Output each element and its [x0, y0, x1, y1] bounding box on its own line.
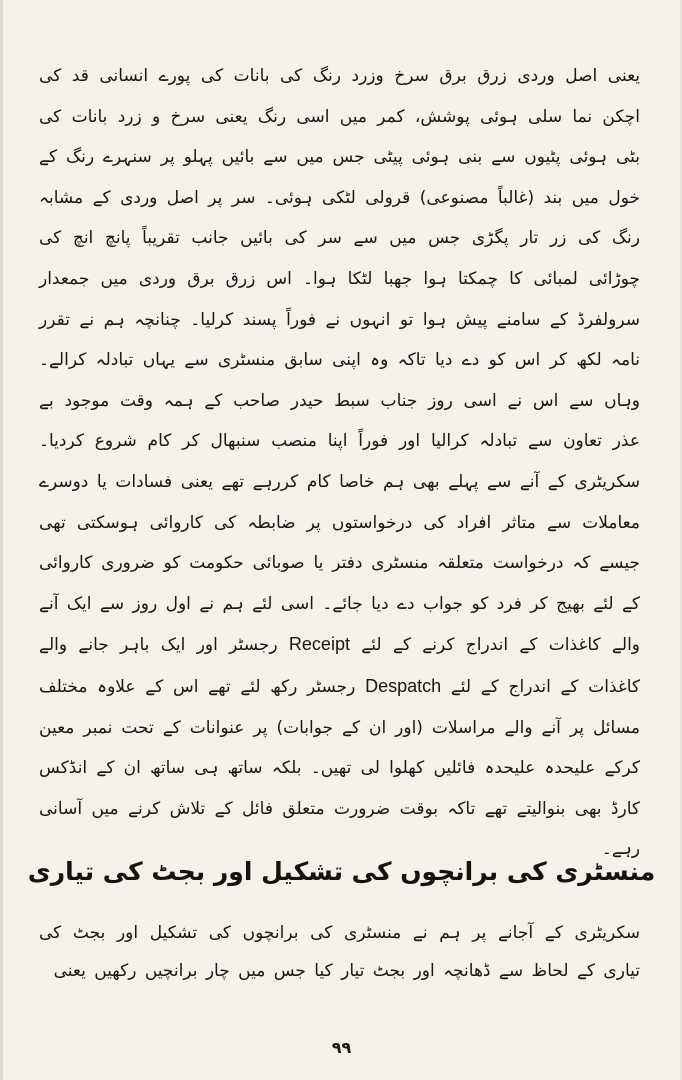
paragraph-1-text: یعنی اصل وردی زرق برق سرخ وزرد رنگ کی بانات کی پورے انسانی قد کی اچکن نما سلی ہوئی پوشش، کمر میں اسی رنگ یعنی سرخ و زرد بانات کی بٹی ہوئی پٹیوں سے بنی ہوئی پیٹی جس میں سے بائیں پہلو پر سنہرے رنگ کے خول میں بند (غالباً مصنوعی) قرولی لٹکی ہوئی۔ سر پر اصل وردی کے مشابہ رنگ کی زر تار پگڑی جس میں سے سر کی بائیں جانب تقریباً پانچ انچ کی چوڑائی لمبائی کا چمکتا ہوا جھبا لٹکا ہوا۔ اس زرق برق وردی میں جمعدار سرولفرڈ کے سامنے پیش ہوا تو انہوں نے فوراً پسند کرلیا۔ چنانچہ ہم نے تقرر نامہ لکھ کر اس کو دے دیا تاکہ وہ اپنی سابق منسٹری سے یہاں تبادلہ کرالے۔ وہاں سے اس نے اسی روز جناب سبط حیدر صاحب کے ہمہ وقت موجود بے عذر تعاون سے تبادلہ کرالیا اور فوراً اپنا منصب سنبھال کر کام شروع کردیا۔ سکریٹری کے آنے سے پہلے بھی ہم خاصا کام کررہے تھے یعنی فسادات یا دوسرے معاملات سے متاثر افراد کی درخواستوں پر ضابطہ کی کاروائی ہوسکتی تھی جیسے کہ درخواست متعلقہ منسٹری دفتر یا صوبائی حکومت کو ضروری کاروائی کے لئے بھیج کر فرد کو جواب دے دیا جائے۔ اسی لئے ہم نے اول روز سے ایک آنے والے کاغذات کے اندراج کرنے کے لئے	[39, 66, 641, 656]
despatch-term: Despatch	[365, 675, 442, 696]
receipt-term: Receipt	[288, 634, 350, 655]
section-heading: منسٹری کی برانچوں کی تشکیل اور بجٹ کی تیاری	[27, 857, 656, 886]
paragraph-1-end-text: رجسٹر رکھ لئے تھے اس کے علاوہ مختلف مسائل پر آنے والے مراسلات (اور ان کے جوابات) پر عنوانات کے تحت نمبر معین کرکے علیحدہ علیحدہ فائلیں کھلوا لی تھیں۔ بلکہ ساتھ ہی ساتھ ان کے انڈکس کارڈ بھی بنوالیتے تھے تاکہ بوقت ضرورت متعلق فائل کے تلاش کرنے میں آسانی رہے۔	[39, 676, 640, 860]
paragraph-1-middle-text: رجسٹر اور ایک باہر جانے والے کاغذات کے اندراج کے لئے	[39, 635, 641, 697]
body-paragraph-2	[39, 914, 640, 990]
page-number: ۹۹	[331, 1038, 352, 1057]
paragraph-2-text: سکریٹری کے آجانے پر ہم نے منسٹری کی برانچوں کی تشکیل اور بجٹ کی تیاری کے لحاظ سے ڈھانچہ اور بجٹ تیار کیا جس میں چار برانچیں رکھیں یعنی	[39, 923, 640, 981]
body-paragraph-1	[39, 56, 640, 870]
